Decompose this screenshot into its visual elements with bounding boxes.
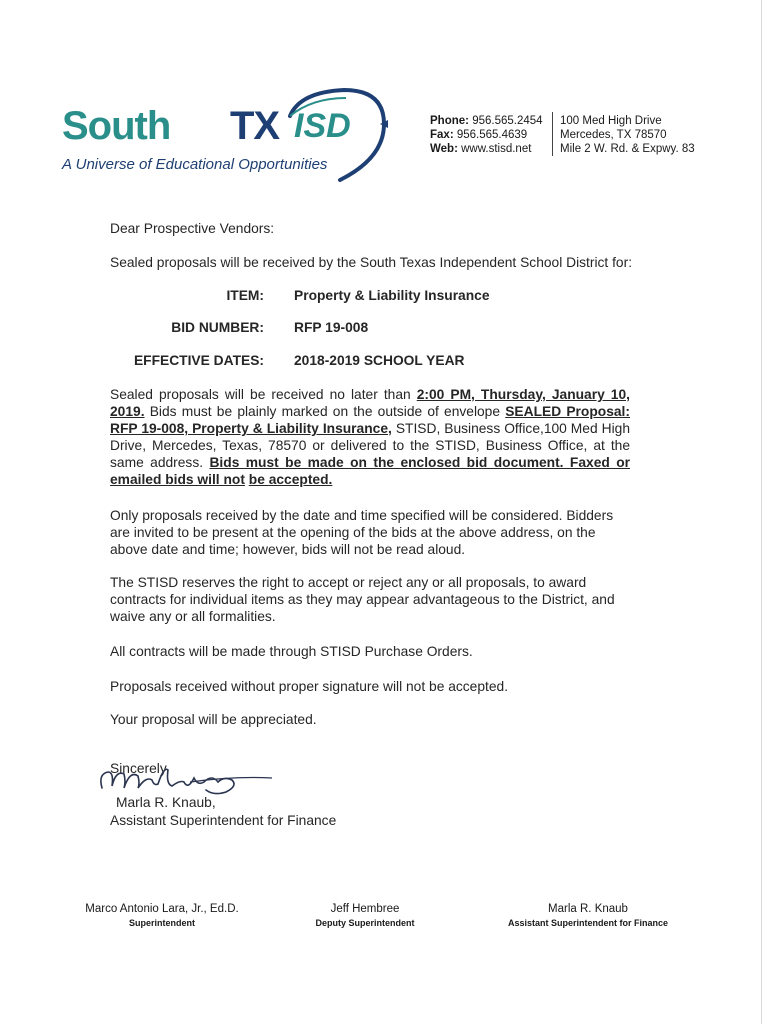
fax-value: 956.565.4639 <box>456 129 528 141</box>
address-line-1: 100 Med High Drive <box>560 115 662 127</box>
web-line <box>430 142 543 156</box>
closing: Sincerely, <box>110 761 170 776</box>
signature-requirement-paragraph: Proposals received without proper signature will not be accepted. <box>110 679 509 694</box>
not-accepted-notice: be accepted. <box>248 472 333 487</box>
tagline: A Universe of Educational Opportunities <box>62 156 328 173</box>
p1-text-c: Bids must be plainly marked on the outside of envelope <box>144 404 506 419</box>
footer-name: Marco Antonio Lara, Jr., Ed.D. <box>85 903 239 915</box>
footer-title: Superintendent <box>128 918 195 928</box>
footer-deputy-superintendent <box>255 902 475 930</box>
intro-line: Sealed proposals will be received by the South Texas Independent School District for: <box>110 255 633 270</box>
phone-label: Phone: <box>430 115 469 127</box>
spec-value-bid-number: RFP 19-008 <box>294 320 369 335</box>
contact-info <box>430 114 543 156</box>
appreciation-paragraph: Your proposal will be appreciated. <box>110 712 317 727</box>
phone-line <box>430 114 543 128</box>
logo-tx-text: TX <box>230 104 280 148</box>
deadline-paragraph <box>110 386 630 488</box>
spec-label-item: ITEM: <box>226 288 264 303</box>
spec-label-effective-dates: EFFECTIVE DATES: <box>133 353 264 368</box>
spec-label-bid-number: BID NUMBER: <box>171 320 264 335</box>
address-line-2: Mercedes, TX 78570 <box>560 129 667 141</box>
opening-paragraph: Only proposals received by the date and time specified will be considered. Bidders are invited to be present at the opening of the bids at the above address, on the above date and time; however, bids will not be read aloud. <box>110 508 614 557</box>
signer-title: Assistant Superintendent for Finance <box>110 813 337 828</box>
p1-text-a: Sealed proposals will be received no later than <box>110 387 417 402</box>
fax-line <box>430 128 543 142</box>
spec-value-item: Property & Liability Insurance <box>294 288 490 303</box>
footer-superintendent <box>52 902 272 930</box>
signer-name: Marla R. Knaub, <box>116 795 216 810</box>
salutation: Dear Prospective Vendors: <box>110 221 275 236</box>
contact-divider <box>552 112 553 156</box>
address-line-3: Mile 2 W. Rd. & Expwy. 83 <box>560 143 695 155</box>
address-block <box>560 114 695 156</box>
fax-label: Fax: <box>430 129 454 141</box>
p1-text-e: STISD, Business Office,100 Med High Drive, Mercedes, Texas, 78570 or delivered to the STISD, Business Office, at the same address. <box>110 421 630 470</box>
bid-document-notice: Bids must be made on the enclosed bid document. Faxed or emailed bids will not <box>110 455 630 487</box>
footer-title: Assistant Superintendent for Finance <box>507 918 669 928</box>
footer-assistant-superintendent <box>478 902 698 930</box>
footer-title: Deputy Superintendent <box>315 918 415 928</box>
footer-name: Marla R. Knaub <box>548 903 628 915</box>
web-label: Web: <box>430 143 458 155</box>
logo-south-text: South <box>62 104 171 148</box>
envelope-marking: SEALED Proposal: RFP 19-008, Property & Liability Insurance, <box>110 404 630 436</box>
web-value: www.stisd.net <box>461 143 532 155</box>
footer-name: Jeff Hembree <box>330 903 400 915</box>
page-edge <box>761 0 762 1024</box>
phone-value: 956.565.2454 <box>472 115 543 127</box>
logo-isd-text: ISD <box>294 107 351 145</box>
rights-paragraph: The STISD reserves the right to accept or reject any or all proposals, to award contracts for individual items as they may appear advantageous to the District, and waive any or all formalities. <box>110 575 615 624</box>
deadline-date: 2:00 PM, Thursday, January 10, 2019. <box>110 387 630 419</box>
district-logo <box>62 84 392 184</box>
spec-value-effective-dates: 2018-2019 SCHOOL YEAR <box>294 353 465 368</box>
contracts-paragraph: All contracts will be made through STISD Purchase Orders. <box>110 644 473 659</box>
